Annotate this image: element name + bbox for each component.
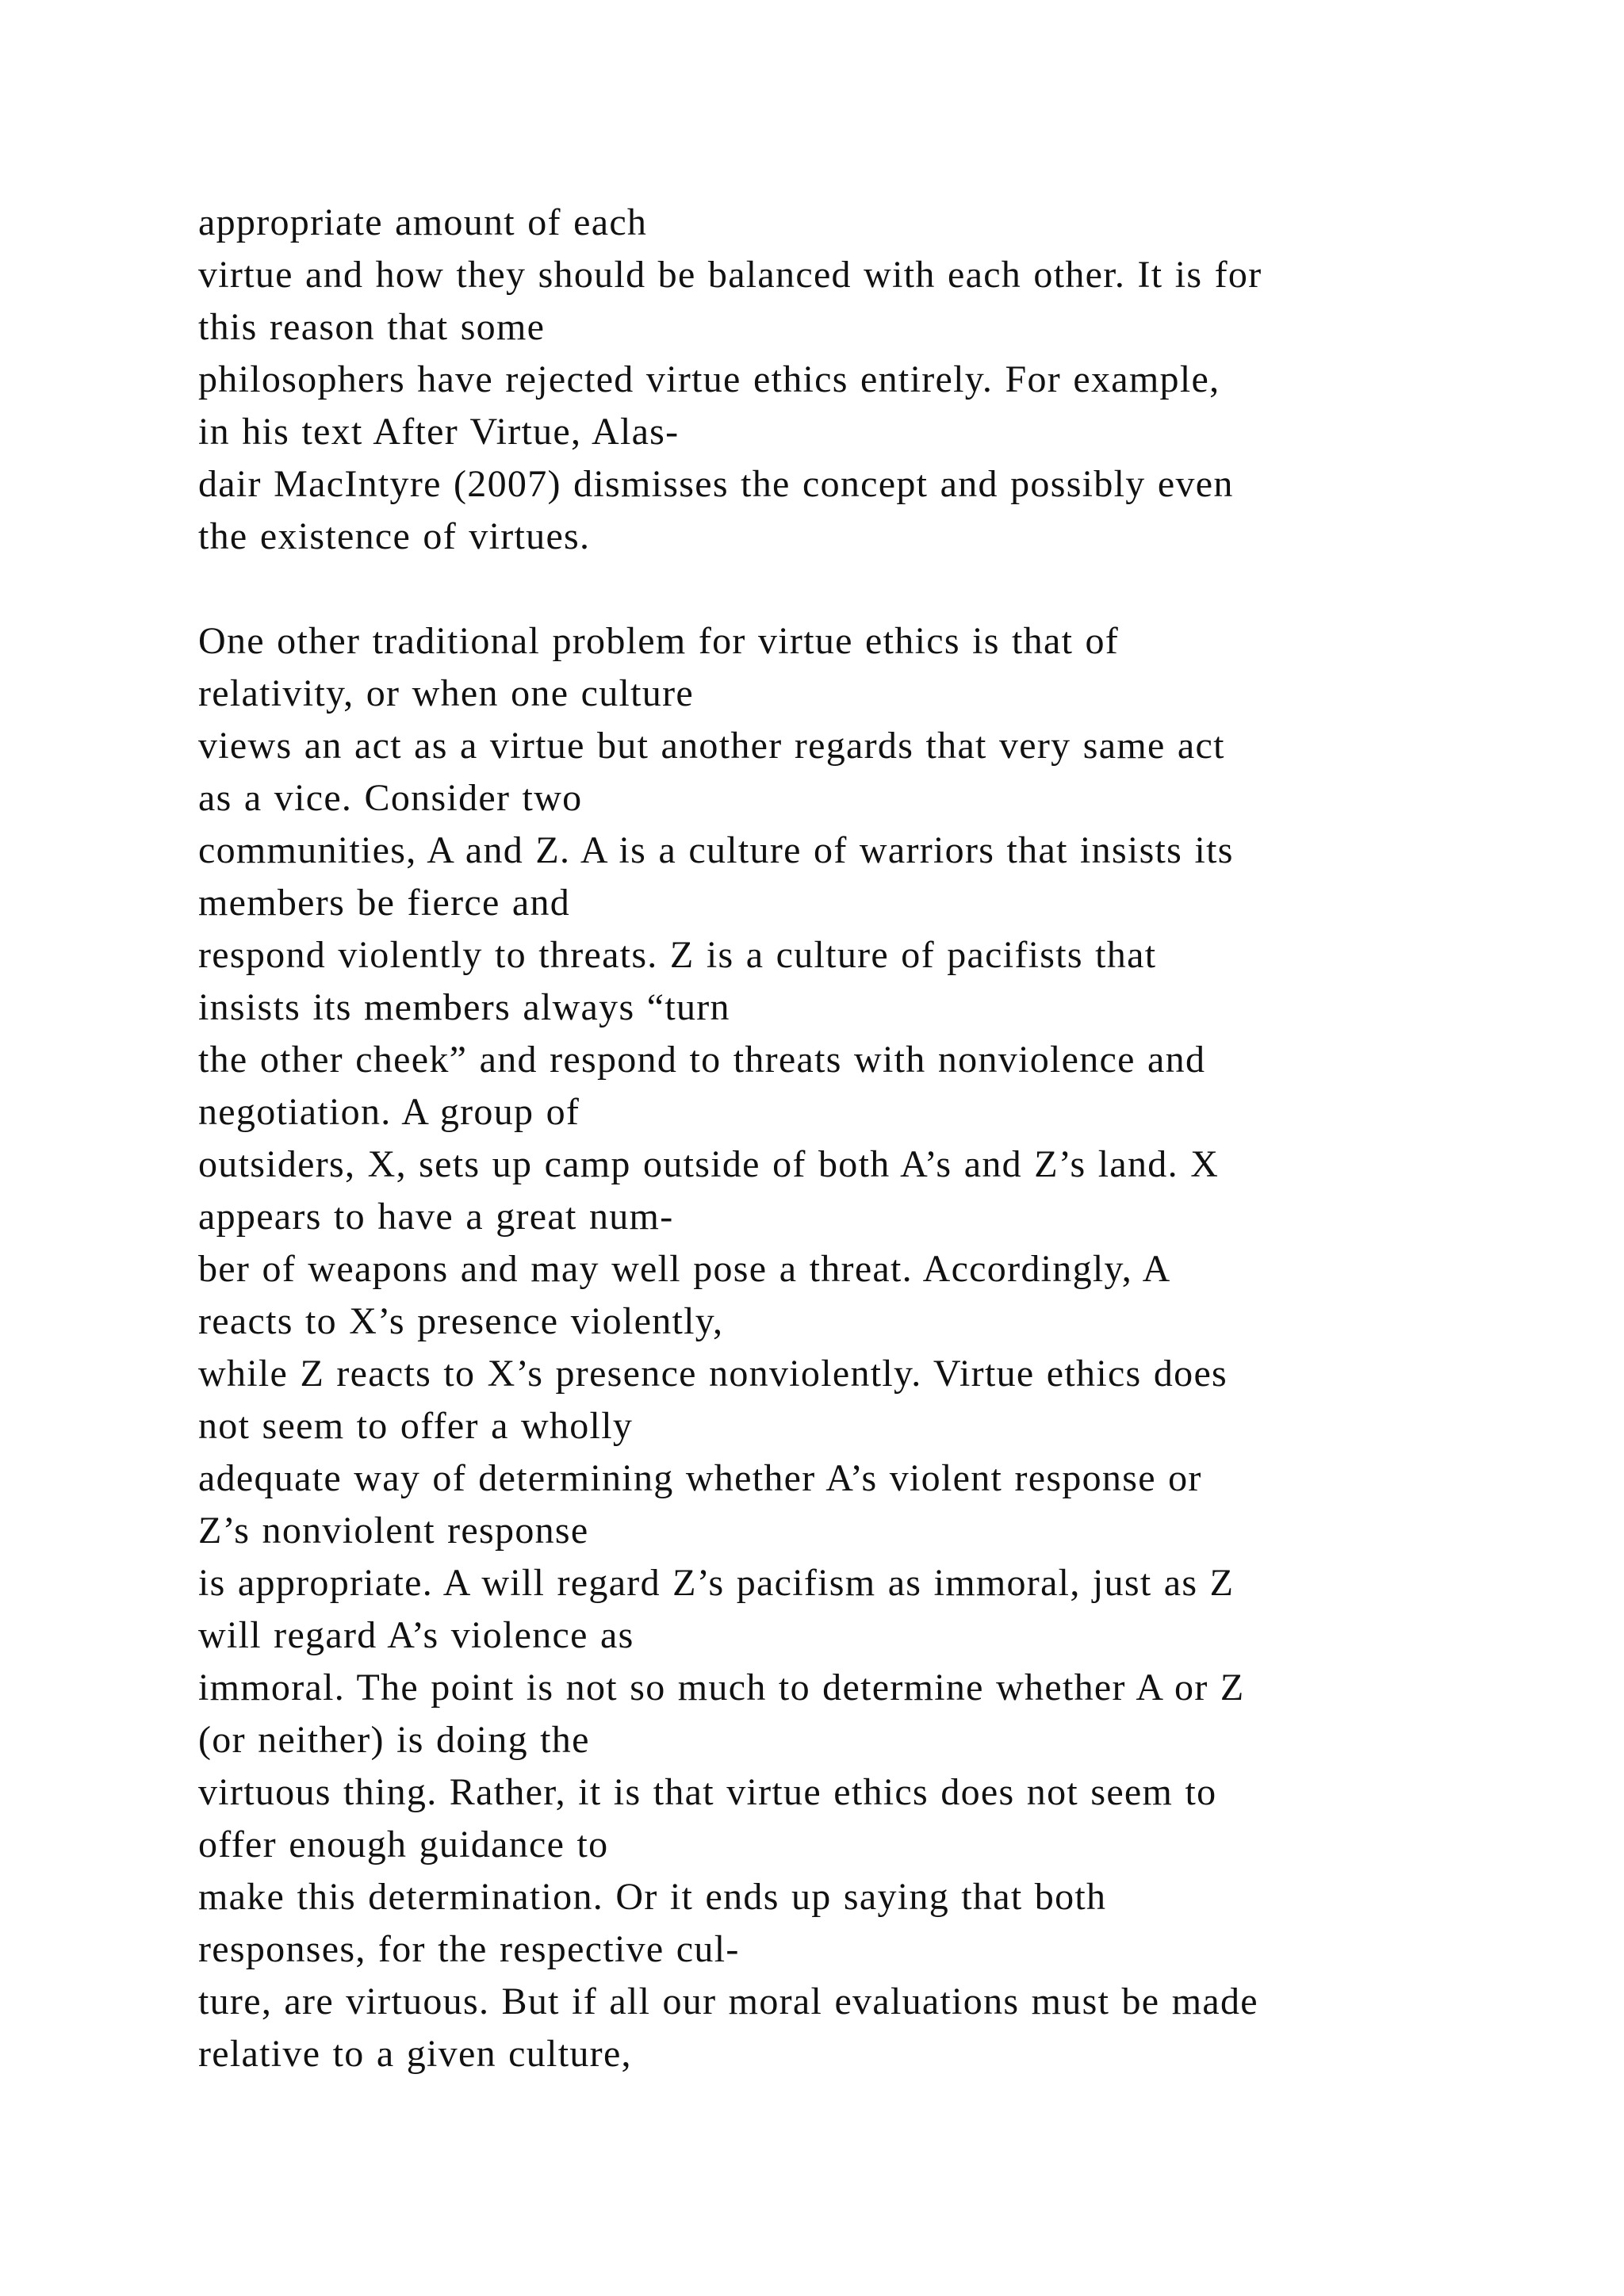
text-line: outsiders, X, sets up camp outside of both A’s and Z’s land. X	[198, 1143, 1220, 1185]
text-line: the existence of virtues.	[198, 515, 591, 557]
text-line: reacts to X’s presence violently,	[198, 1300, 724, 1342]
text-line: responses, for the respective cul-	[198, 1928, 740, 1970]
text-line: this reason that some	[198, 306, 546, 348]
text-line: virtuous thing. Rather, it is that virtue ethics does not seem to	[198, 1771, 1217, 1813]
text-line: relative to a given culture,	[198, 2033, 632, 2075]
text-line: members be fierce and	[198, 882, 571, 924]
text-line: Z’s nonviolent response	[198, 1510, 589, 1552]
text-line: One other traditional problem for virtue ethics is that of	[198, 620, 1120, 662]
text-line: will regard A’s violence as	[198, 1614, 634, 1656]
text-line: ber of weapons and may well pose a threat. Accordingly, A	[198, 1248, 1171, 1290]
text-line: appears to have a great num-	[198, 1196, 674, 1238]
text-line: as a vice. Consider two	[198, 777, 583, 819]
paragraph-2	[198, 615, 1546, 2080]
text-line: (or neither) is doing the	[198, 1719, 590, 1761]
text-line: in his text After Virtue, Alas-	[198, 411, 680, 453]
text-line: not seem to offer a wholly	[198, 1405, 634, 1447]
text-line: make this determination. Or it ends up saying that both	[198, 1876, 1107, 1918]
text-line: the other cheek” and respond to threats with nonviolence and	[198, 1039, 1206, 1081]
paragraph-gap	[198, 563, 1546, 615]
text-line: philosophers have rejected virtue ethics entirely. For example,	[198, 358, 1220, 400]
body-text	[198, 197, 1546, 2080]
text-line: is appropriate. A will regard Z’s pacifism as immoral, just as Z	[198, 1562, 1235, 1604]
text-line: communities, A and Z. A is a culture of warriors that insists its	[198, 829, 1234, 871]
text-line: negotiation. A group of	[198, 1091, 580, 1133]
text-line: views an act as a virtue but another regards that very same act	[198, 725, 1225, 767]
text-line: offer enough guidance to	[198, 1823, 609, 1866]
text-line: respond violently to threats. Z is a culture of pacifists that	[198, 934, 1157, 976]
text-line: virtue and how they should be balanced with each other. It is for	[198, 254, 1262, 296]
text-line: dair MacIntyre (2007) dismisses the concept and possibly even	[198, 463, 1234, 505]
text-line: ture, are virtuous. But if all our moral evaluations must be made	[198, 1980, 1258, 2022]
paragraph-1	[198, 197, 1546, 563]
text-line: while Z reacts to X’s presence nonviolently. Virtue ethics does	[198, 1353, 1228, 1395]
text-line: insists its members always “turn	[198, 986, 730, 1028]
text-line: immoral. The point is not so much to determine whether A or Z	[198, 1667, 1245, 1709]
text-line: relativity, or when one culture	[198, 672, 694, 714]
text-line: appropriate amount of each	[198, 201, 648, 243]
text-line: adequate way of determining whether A’s violent response or	[198, 1457, 1202, 1499]
